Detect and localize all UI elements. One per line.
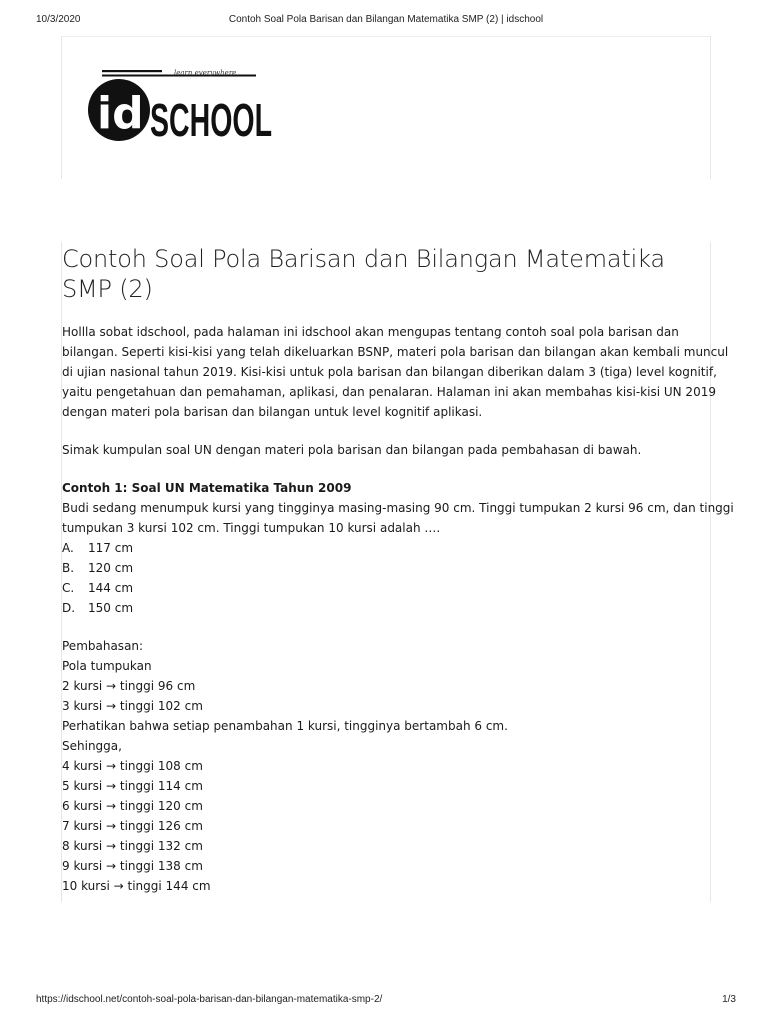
intro-paragraph [62,322,729,422]
print-footer [36,994,736,1008]
sehingga: Sehingga, [62,739,122,753]
question-heading: Contoh 1: Soal UN Matematika Tahun 2009 [62,481,352,495]
pola-row: 5 kursi → tinggi 114 cm [62,779,203,793]
intro-line: bilangan. Seperti kisi-kisi yang telah dikeluarkan BSNP, materi pola barisan dan bilangan akan kembali muncul [62,345,729,359]
article-title: Contoh Soal Pola Barisan dan Bilangan Matematika SMP (2) [62,245,665,303]
pola-row: 4 kursi → tinggi 108 cm [62,759,203,773]
option-d: D. 150 cm [62,601,134,615]
print-title: Contoh Soal Pola Barisan dan Bilangan Matematika SMP (2) | idschool [228,14,544,25]
pola-label: Pola tumpukan [62,659,152,673]
question-text: tumpukan 3 kursi 102 cm. Tinggi tumpukan 10 kursi adalah …. [62,521,441,535]
article [62,244,734,896]
print-header [36,14,736,28]
logo-tagline: learn everywhere [174,69,237,77]
pola-row: 9 kursi → tinggi 138 cm [62,859,203,873]
logo-id: id [97,88,144,139]
idschool-logo[interactable] [88,66,274,146]
intro-line: di ujian nasional tahun 2019. Kisi-kisi untuk pola barisan dan bilangan diberikan dalam 3 (tiga) level kognitif, [62,365,717,379]
pola-row: 6 kursi → tinggi 120 cm [62,799,203,813]
question-text: Budi sedang menumpuk kursi yang tingginya masing-masing 90 cm. Tinggi tumpukan 2 kursi 96 cm, dan tinggi [62,501,734,515]
simak-paragraph: Simak kumpulan soal UN dengan materi pola barisan dan bilangan pada pembahasan di bawah. [62,443,642,457]
print-url: https://idschool.net/contoh-soal-pola-barisan-dan-bilangan-matematika-smp-2/ [36,994,383,1005]
pola-row: 7 kursi → tinggi 126 cm [62,819,203,833]
option-b: B. 120 cm [62,561,134,575]
pola-row: 8 kursi → tinggi 132 cm [62,839,203,853]
observation: Perhatikan bahwa setiap penambahan 1 kursi, tingginya bertambah 6 cm. [62,719,508,733]
option-a: A. 117 cm [62,541,134,555]
page-number: 1/3 [722,994,736,1005]
intro-line: dengan materi pola barisan dan bilangan untuk level kognitif aplikasi. [62,405,483,419]
print-date: 10/3/2020 [36,14,81,25]
pola-row: 10 kursi → tinggi 144 cm [62,879,211,893]
pembahasan-label: Pembahasan: [62,639,144,653]
intro-line: yaitu pengetahuan dan pemahaman, aplikasi, dan penalaran. Halaman ini akan membahas kisi-kisi UN 2019 [62,385,716,399]
logo-school: SCHOOL [150,94,272,146]
pola-row: 2 kursi → tinggi 96 cm [62,679,196,693]
pola-row: 3 kursi → tinggi 102 cm [62,699,203,713]
intro-line: Hollla sobat idschool, pada halaman ini idschool akan mengupas tentang contoh soal pola barisan dan [62,325,679,339]
option-c: C. 144 cm [62,581,134,595]
